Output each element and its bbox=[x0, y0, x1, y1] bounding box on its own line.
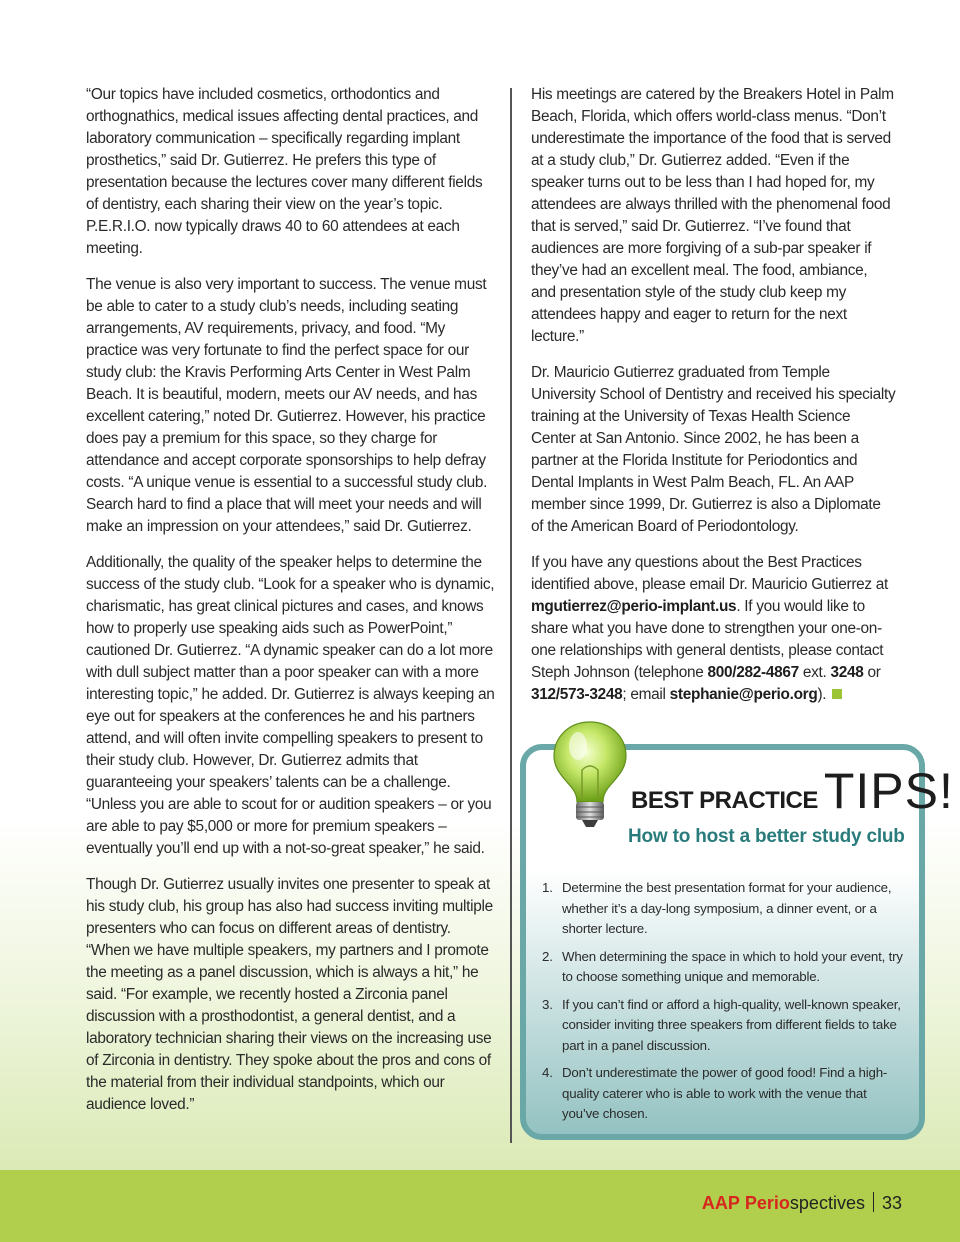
email-link-stephanie[interactable]: stephanie@perio.org bbox=[669, 686, 818, 703]
tips-title bbox=[631, 762, 954, 820]
page-footer bbox=[0, 1170, 960, 1242]
column-divider bbox=[510, 88, 512, 1143]
footer-perio: Perio bbox=[744, 1193, 790, 1213]
tip-text: If you can’t find or afford a high-quality, well-known speaker, consider inviting three speakers from different fields to take part in a panel discussion. bbox=[562, 996, 901, 1053]
left-paragraph-3: Additionally, the quality of the speaker helps to determine the success of the study club. “Look for a speaker who is dynamic, charismatic, has great clinical pictures and cases, and knows how to properly use speaking aids such as PowerPoint,” cautioned Dr. Gutierrez. “A dynamic speaker can do a lot more with dull subject matter than a poor speaker can with a more interesting topic,” he added. Dr. Gutierrez is always keeping an eye out for speakers at the conferences he and his partners attend, and will often invite compelling speakers to present to their study club. However, Dr. Gutierrez admits that guaranteeing your speakers’ talents can be a challenge. “Unless you are able to scout for or audition speakers – or you are able to pay $5,000 or more for premium speakers – eventually you’ll end up with a not-so-great speaker,” he said. bbox=[86, 554, 495, 857]
email-link-gutierrez[interactable]: mgutierrez@perio-implant.us bbox=[531, 598, 737, 615]
right-paragraph-1: His meetings are catered by the Breakers Hotel in Palm Beach, Florida, which offers world-class menus. “Don’t underestimate the importance of the food that is served at a study club,” Dr. Gutierrez added. “Even if the speaker turns out to be less than I had hoped for, my attendees are always thrilled with the phenomenal food that is served,” said Dr. Gutierrez. “I’ve found that audiences are more forgiving of a sub-par speaker if they’ve had an excellent meal. The food, ambiance, and presentation style of the study club keep my attendees happy and eager to return for the next lecture.” bbox=[531, 86, 894, 345]
tip-number: 3. bbox=[542, 996, 553, 1012]
contact-text-5: ; email bbox=[622, 686, 670, 703]
tip-text: Don’t underestimate the power of good food! Find a high-quality caterer who is able to work with the venue that you’ve chosen. bbox=[562, 1065, 888, 1121]
left-paragraph-4: Though Dr. Gutierrez usually invites one presenter to speak at his study club, his group has also had success inviting multiple presenters who can focus on different areas of dentistry. “When we have multiple speakers, my partners and I promote the meeting as a panel discussion, which is always a hit,” he said. “For example, we recently hosted a Zirconia panel discussion with a prosthodontist, a general dentist, and a laboratory technician sharing their views on the increasing use of Zirconia in dentistry. They spoke about the pros and cons of the material from their individual standpoints, which our audience loved.” bbox=[86, 876, 493, 1113]
tips-title-small: BEST PRACTICE bbox=[631, 787, 818, 814]
contact-text-1: If you have any questions about the Best Practices identified above, please email Dr. Mauricio Gutierrez at bbox=[531, 554, 889, 593]
contact-paragraph bbox=[531, 552, 896, 706]
tip-text: When determining the space in which to hold your event, try to choose something unique and memorable. bbox=[562, 948, 903, 984]
footer-spectives: spectives bbox=[789, 1193, 865, 1213]
footer-branding bbox=[702, 1192, 902, 1214]
contact-text-3: ext. bbox=[798, 664, 831, 681]
tips-list bbox=[542, 878, 907, 1132]
tip-item bbox=[542, 878, 907, 940]
tip-item bbox=[542, 1063, 907, 1125]
page-number: 33 bbox=[881, 1193, 902, 1213]
tip-text: Determine the best presentation format for your audience, whether it’s a day-long symposium, a dinner event, or a shorter lecture. bbox=[562, 880, 892, 936]
left-paragraph-2: The venue is also very important to success. The venue must be able to cater to a study club’s needs, including seating arrangements, AV requirements, privacy, and food. “My practice was very fortunate to find the perfect space for our study club: the Kravis Performing Arts Center in West Palm Beach. It is beautiful, modern, meets our AV needs, and has excellent catering,” noted Dr. Gutierrez. However, his practice does pay a premium for this space, so they charge for attendance and accept corporate sponsorships to help defray costs. “A unique venue is essential to a successful study club. Search hard to find a place that will meet your needs and will make an impression on your attendees,” said Dr. Gutierrez. bbox=[86, 276, 488, 535]
end-square-icon bbox=[832, 689, 842, 699]
contact-text-2: . If you would like to share what you have done to strengthen your one-on-one relationships with general dentists, please contact Steph Johnson (telephone bbox=[531, 598, 884, 681]
right-paragraph-2: Dr. Mauricio Gutierrez graduated from Temple University School of Dentistry and received his specialty training at the University of Texas Health Science Center at San Antonio. Since 2002, he has been a partner at the Florida Institute for Periodontics and Dental Implants in West Palm Beach, FL. An AAP member since 1999, Dr. Gutierrez is also a Diplomate of the American Board of Periodontology. bbox=[531, 364, 896, 535]
contact-text-6: ). bbox=[817, 686, 827, 703]
left-column bbox=[86, 84, 496, 1130]
lightbulb-icon bbox=[548, 718, 632, 830]
right-column bbox=[531, 84, 896, 720]
tips-title-big: TIPS! bbox=[823, 763, 954, 819]
tip-item bbox=[542, 995, 907, 1057]
tip-number: 2. bbox=[542, 948, 553, 964]
tips-subtitle: How to host a better study club bbox=[628, 826, 905, 847]
phone-number-2: 312/573-3248 bbox=[531, 686, 623, 703]
phone-extension: 3248 bbox=[830, 664, 864, 681]
contact-text-4: or bbox=[863, 664, 881, 681]
footer-aap: AAP bbox=[701, 1193, 740, 1213]
tip-number: 1. bbox=[542, 880, 553, 895]
left-paragraph-1: “Our topics have included cosmetics, orthodontics and orthognathics, medical issues affecting dental practices, and laboratory communication – specifically regarding implant prosthetics,” said Dr. Gutierrez. He prefers this type of presentation because the lectures cover many different fields of dentistry, each sharing their view on the year’s topic. P.E.R.I.O. now typically draws 40 to 60 attendees at each meeting. bbox=[86, 86, 483, 257]
tip-number: 4. bbox=[542, 1065, 553, 1080]
phone-number-1: 800/282-4867 bbox=[707, 664, 799, 681]
footer-separator bbox=[873, 1192, 874, 1212]
tip-item bbox=[542, 947, 907, 988]
